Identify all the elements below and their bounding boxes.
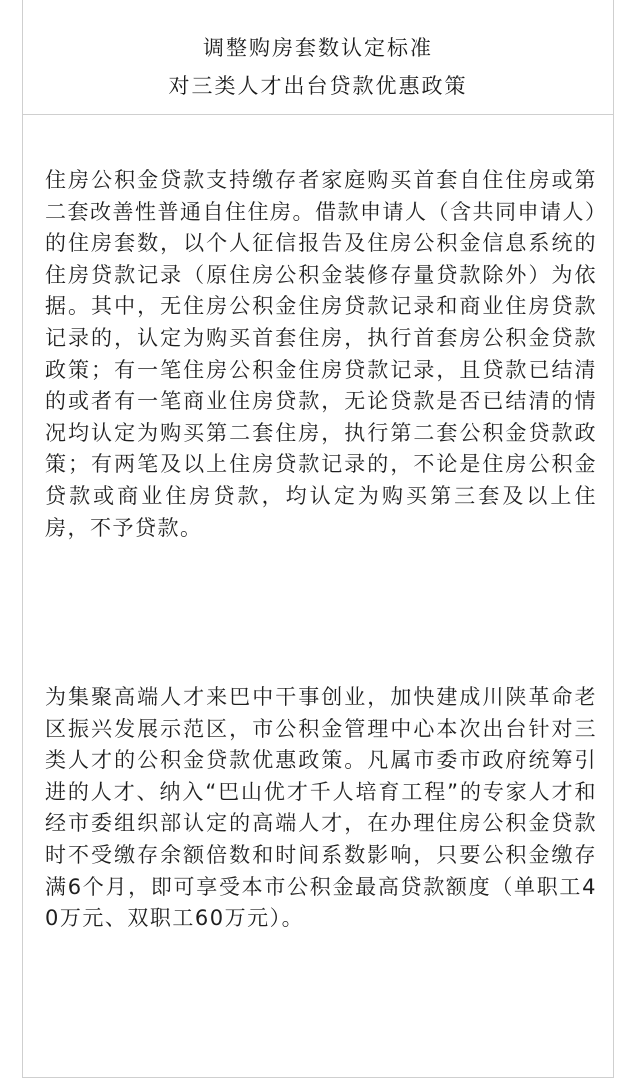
paragraph-housing-count-standard: 住房公积金贷款支持缴存者家庭购买首套自住住房或第二套改善性普通自住住房。借款申请人（含共同申请人）的住房套数，以个人征信报告及住房公积金信息系统的住房贷款记录（原住房公积金装修存量贷款除外）为依据。其中，无住房公积金住房贷款记录和商业住房贷款记录的，认定为购买首套住房，执行首套房公积金贷款政策；有一笔住房公积金住房贷款记录，且贷款已结清的或者有一笔商业住房贷款，无论贷款是否已结清的情况均认定为购买第二套住房，执行第二套公积金贷款政策；有两笔及以上住房贷款记录的，不论是住房公积金贷款或商业住房贷款，均认定为购买第三套及以上住房，不予贷款。 [45, 168, 597, 540]
title-box [23, 0, 613, 115]
paragraph-talent-loan-policy: 为集聚高端人才来巴中干事创业，加快建成川陕革命老区振兴发展示范区，市公积金管理中心本次出台针对三类人才的公积金贷款优惠政策。凡属市委市政府统筹引进的人才、纳入“巴山优才千人培育工程”的专家人才和经市委组织部认定的高端人才，在办理住房公积金贷款时不受缴存余额倍数和时间系数影响，只要公积金缴存满6个月，即可享受本市公积金最高贷款额度（单职工40万元、双职工60万元）。 [45, 685, 597, 931]
title-line-2: 对三类人才出台贷款优惠政策 [168, 74, 468, 98]
document-frame [22, 0, 614, 1078]
title-line-1: 调整购房套数认定标准 [203, 36, 433, 60]
